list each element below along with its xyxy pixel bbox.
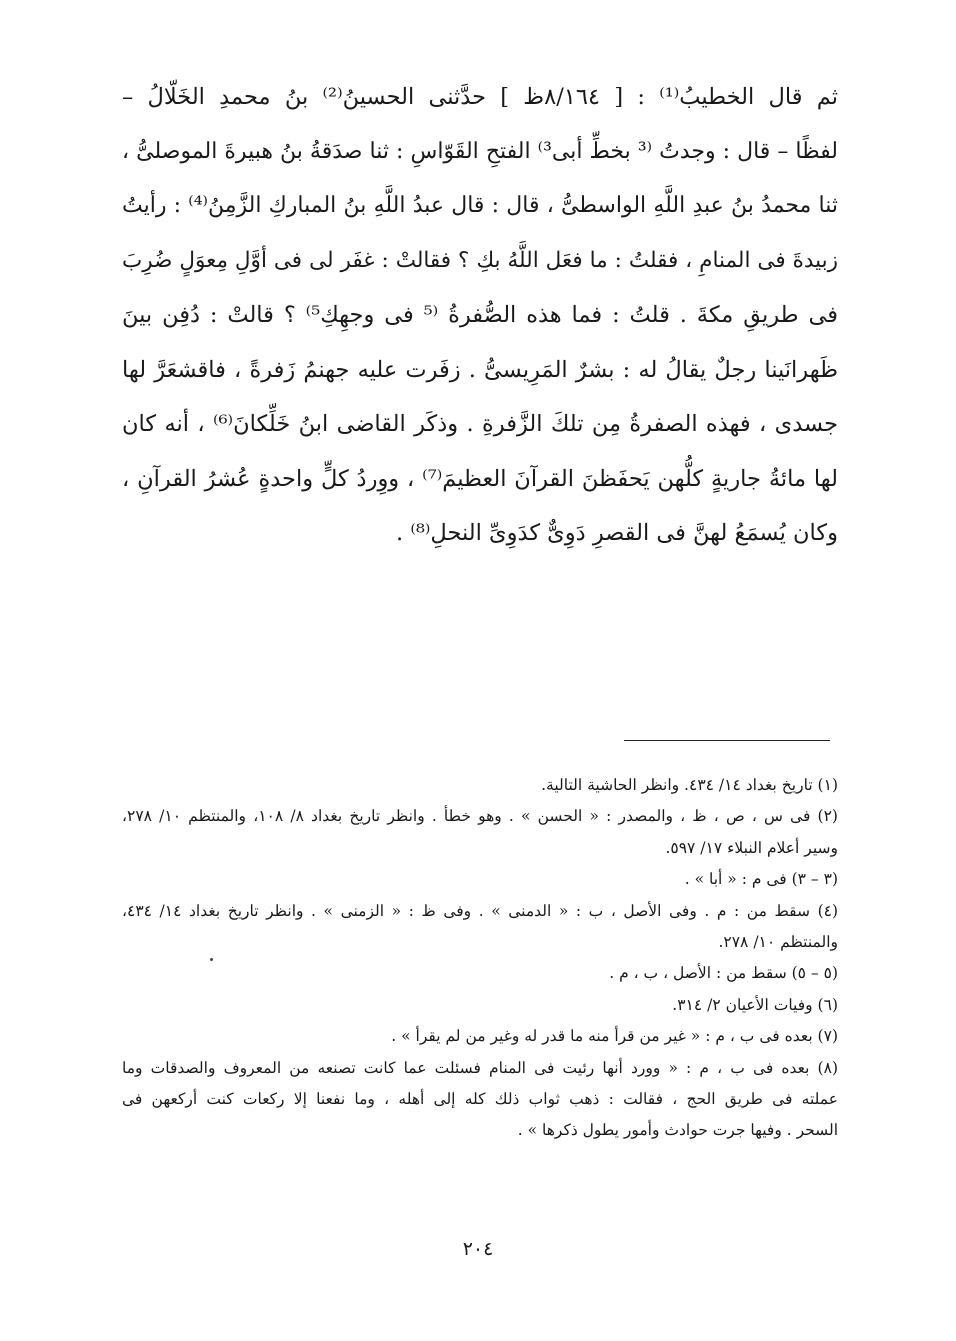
footnote-line: (٢) فى س ، ص ، ظ ، والمصدر : « الحسن » . وهو خطأ . وانظر تاريخ بغداد ٨/ ١٠٨، والمنتظم ١٠/ ٢٧٨،	[122, 807, 838, 826]
footnote-line: (٤) سقط من : م . وفى الأصل ، ب : « الدمنى » . وفى ظ : « الزمنى » . وانظر تاريخ بغداد ١٤/ ٤٣٤،	[122, 901, 838, 920]
main-text-line: وكان يُسمَعُ لهنَّ فى القصرِ دَوِىٌّ كدَوِىِّ النحلِ⁽⁸⁾ .	[396, 520, 838, 546]
main-text-line: زبيدةَ فى المنامِ ، فقلتُ : ما فعَل اللَّهُ بكِ ؟ فقالتْ : غفَر لى فى أوَّلِ مِعوَلٍ ضُرِبَ	[122, 247, 838, 273]
main-text-line: ثم قال الخطيبُ⁽¹⁾ : [ ٨/١٦٤ظ ] حدَّثنى الحسينُ⁽²⁾ بنُ محمدِ الخَلّالُ –	[122, 84, 838, 110]
main-text-line: لها مائةُ جاريةٍ كلُّهن يَحفَظنَ القرآنَ العظيمَ⁽⁷⁾ ، ووِردُ كلٍّ واحدةٍ عُشرُ القرآنِ ،	[122, 465, 838, 492]
main-text-block	[122, 70, 838, 561]
main-text-line: ظَهرانَينا رجلٌ يقالُ له : بشرٌ المَرِيسىُّ . زفَرت عليه جهنمُ زَفرةً ، فاقشعَرَّ لها	[122, 356, 838, 383]
footnote-line: (٧) بعده فى ب ، م : « غير من قرأ منه ما قدر له وغير من لم يقرأ » .	[391, 1027, 838, 1046]
footnote-line: السحر . وفيها جرت حوادث وأمور يطول ذكرها » .	[517, 1121, 838, 1140]
footnote-line: وسير أعلام النبلاء ١٧/ ٥٩٧.	[665, 838, 838, 857]
main-text-line: ثنا محمدُ بنُ عبدِ اللَّهِ الواسطىُّ ، قال : قال عبدُ اللَّهِ بنُ المباركِ الزَّمِنُ⁽⁴⁾ : رأيتُ	[122, 193, 838, 218]
footnote-line: عملته فى طريق الحج ، فقالت : ذهب ثواب ذلك كله إلى أهله ، وما نفعنا إلا ركعات كنت أركعهن فى	[122, 1089, 838, 1108]
footnote-line: (٣ – ٣) فى م : « أبا » .	[684, 870, 838, 889]
main-text-line: فى طريقِ مكةَ . قلتُ : فما هذه الصُّفرةُ ⁽⁵ فى وجهِكِ⁵⁾ ؟ قالتْ : دُفِن بينَ	[122, 302, 838, 328]
footnote-line: (١) تاريخ بغداد ١٤/ ٤٣٤. وانظر الحاشية التالية.	[541, 776, 838, 794]
footnote-line: (٦) وفيات الأعيان ٢/ ٣١٤.	[672, 995, 838, 1014]
scan-speck	[210, 958, 213, 961]
page-number: ٢٠٤	[462, 1238, 494, 1260]
footnote-line: والمنتظم ١٠/ ٢٧٨.	[718, 932, 838, 951]
main-text-line: لفظًا – قال : وجدتُ ⁽³ بخطِّ أبى³⁾ الفتحِ القَوّاسِ : ثنا صدَقةُ بنُ هبيرةَ الموصلىُّ ،	[122, 138, 838, 164]
main-text-line: جسدى ، فهذه الصفرةُ مِن تلكَ الزَّفرةِ . وذكَر القاضى ابنُ خَلِّكانَ⁽⁶⁾ ، أنه كان	[122, 411, 838, 437]
footnotes-block	[122, 770, 838, 1147]
footnote-divider	[624, 740, 830, 741]
footnote-line: (٨) بعده فى ب ، م : « وورد أنها رئيت فى المنام فسئلت عما كانت تصنعه من المعروف والصدقات وما	[122, 1058, 838, 1077]
footnote-line: (٥ – ٥) سقط من : الأصل ، ب ، م .	[609, 964, 838, 983]
